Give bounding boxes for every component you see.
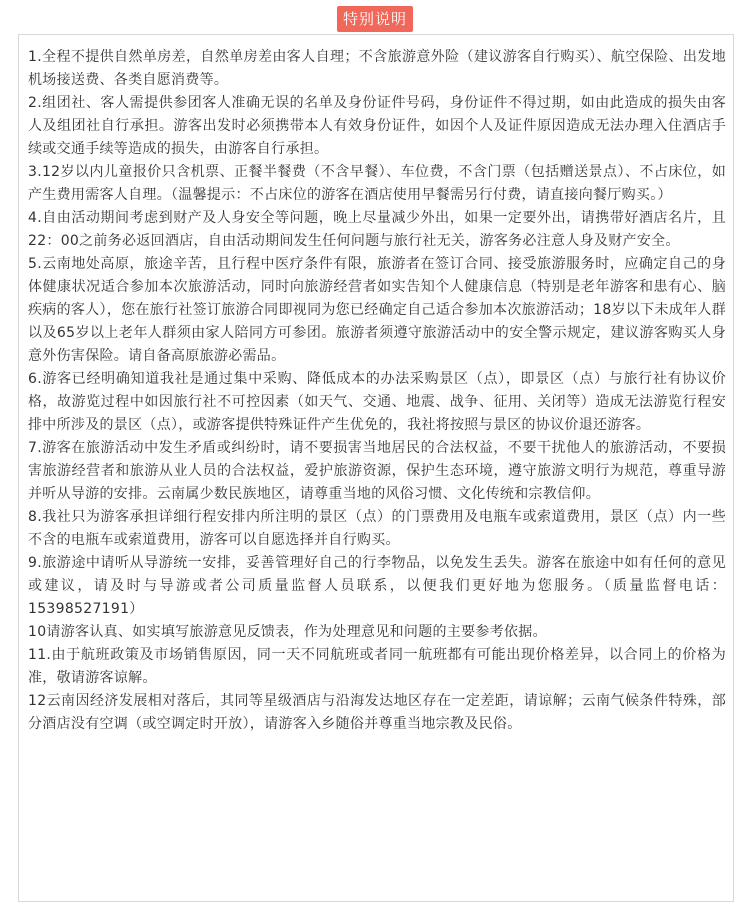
notice-item-8: 8.我社只为游客承担详细行程安排内所注明的景区（点）的门票费用及电瓶车或索道费用，景区（点）内一些不含的电瓶车或索道费用，游客可以自愿选择并自行购买。 [28, 509, 726, 548]
notice-item-12: 12云南因经济发展相对落后，其同等星级酒店与沿海发达地区存在一定差距，请谅解；云南气候条件特殊，部分酒店没有空调（或空调定时开放），请游客入乡随俗并尊重当地宗教及民俗。 [28, 693, 726, 732]
section-title-badge: 特别说明 [337, 6, 413, 32]
notice-content [28, 46, 726, 736]
notice-item-3: 3.12岁以内儿童报价只含机票、正餐半餐费（不含早餐）、车位费，不含门票（包括赠送景点）、不占床位，如产生费用需客人自理。（温馨提示：不占床位的游客在酒店使用早餐需另行付费，请直接向餐厅购买。） [28, 164, 726, 203]
notice-item-7: 7.游客在旅游活动中发生矛盾或纠纷时，请不要损害当地居民的合法权益，不要干扰他人的旅游活动，不要损害旅游经营者和旅游从业人员的合法权益，爱护旅游资源，保护生态环境，遵守旅游文明行为规范，尊重导游并听从导游的安排。云南属少数民族地区，请尊重当地的风俗习惯、文化传统和宗教信仰。 [28, 440, 726, 502]
notice-item-10: 10请游客认真、如实填写旅游意见反馈表，作为处理意见和问题的主要参考依据。 [28, 624, 547, 640]
notice-item-9: 9.旅游途中请听从导游统一安排，妥善管理好自己的行李物品，以免发生丢失。游客在旅途中如有任何的意见或建议，请及时与导游或者公司质量监督人员联系，以便我们更好地为您服务。（质量监督电话：15398527191） [28, 555, 726, 617]
notice-item-4: 4.自由活动期间考虑到财产及人身安全等问题，晚上尽量减少外出，如果一定要外出，请携带好酒店名片，且22：00之前务必返回酒店，自由活动期间发生任何问题与旅行社无关，游客务必注意人身及财产安全。 [28, 210, 726, 249]
notice-item-5: 5.云南地处高原，旅途辛苦，且行程中医疗条件有限，旅游者在签订合同、接受旅游服务时，应确定自己的身体健康状况适合参加本次旅游活动，同时向旅游经营者如实告知个人健康信息（特别是老年游客和患有心、脑疾病的客人），您在旅行社签订旅游合同即视同为您已经确定自己适合参加本次旅游活动；18岁以下未成年人群以及65岁以上老年人群须由家人陪同方可参团。旅游者须遵守旅游活动中的安全警示规定，建议游客购买人身意外伤害保险。请自备高原旅游必需品。 [28, 256, 726, 364]
notice-item-1: 1.全程不提供自然单房差，自然单房差由客人自理；不含旅游意外险（建议游客自行购买）、航空保险、出发地机场接送费、各类自愿消费等。 [28, 49, 726, 88]
notice-item-6: 6.游客已经明确知道我社是通过集中采购、降低成本的办法采购景区（点），即景区（点）与旅行社有协议价格，故游览过程中如因旅行社不可控因素（如天气、交通、地震、战争、征用、关闭等）造成无法游览行程安排中所涉及的景区（点），或游客提供特殊证件产生优免的，我社将按照与景区的协议价退还游客。 [28, 371, 726, 433]
notice-item-11: 11.由于航班政策及市场销售原因，同一天不同航班或者同一航班都有可能出现价格差异，以合同上的价格为准，敬请游客谅解。 [28, 647, 726, 686]
notice-item-2: 2.组团社、客人需提供参团客人准确无误的名单及身份证件号码，身份证件不得过期，如由此造成的损失由客人及组团社自行承担。游客出发时必须携带本人有效身份证件，如因个人及证件原因造成无法办理入住酒店手续或交通手续等造成的损失，由游客自行承担。 [28, 95, 726, 157]
